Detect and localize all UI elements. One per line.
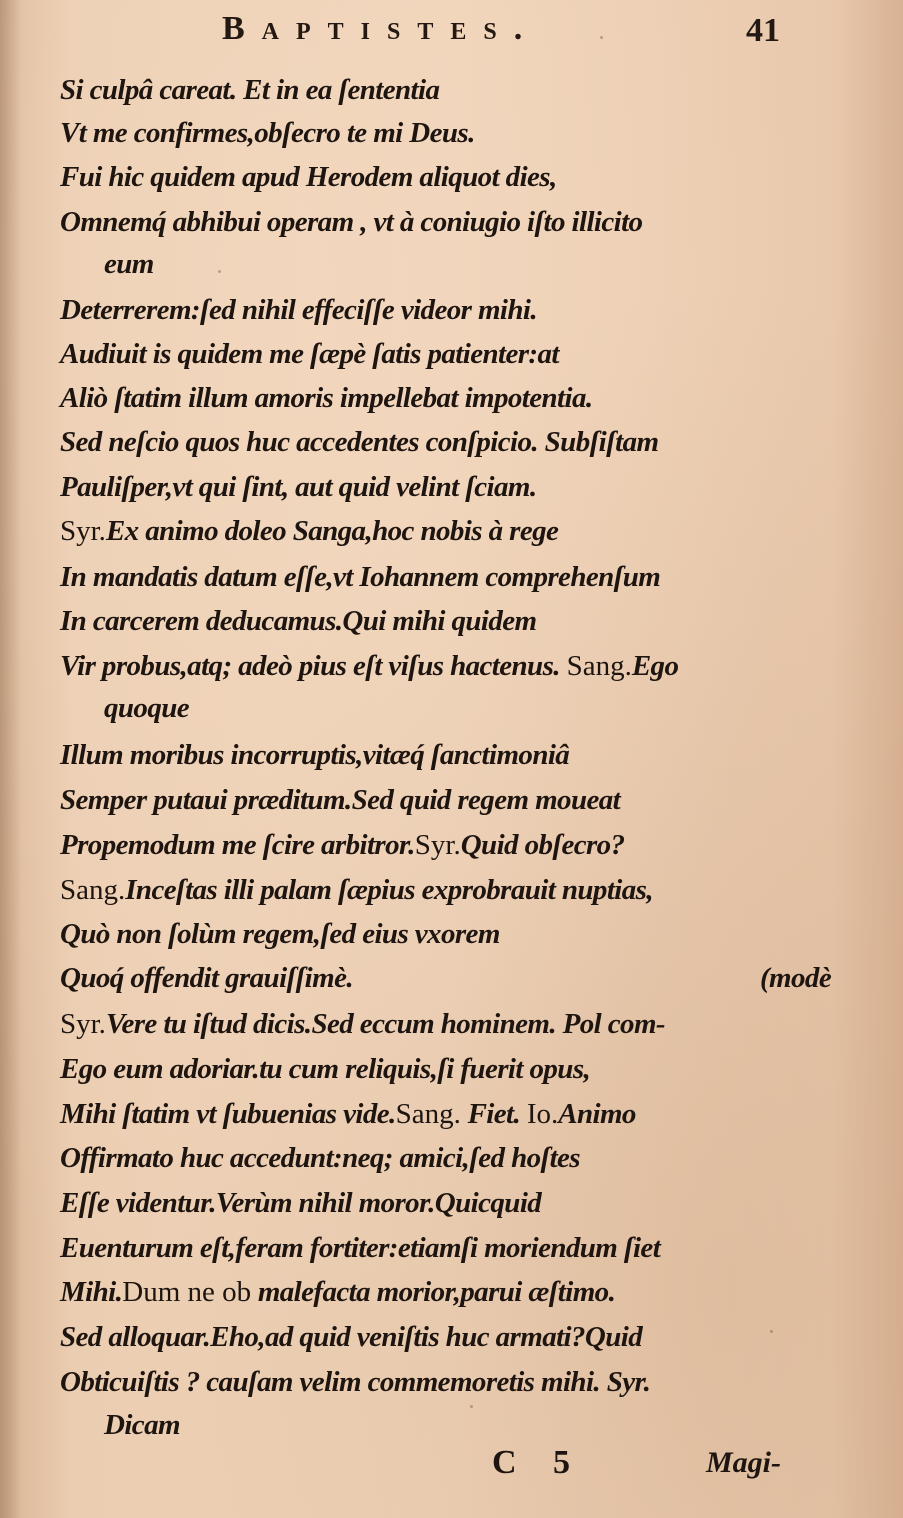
verse-line: Quoq́ offendit grauiſſimè. (modè (60, 958, 353, 998)
speaker-label: Syr. (60, 515, 106, 547)
verse-line: Pauliſper,vt qui ſint, aut quid velint ſciam. (60, 471, 537, 503)
verse-line: Sang.Inceſtas illi palam ſæpius exprobrauit nuptias, (60, 874, 653, 906)
verse-line: Eſſe videntur.Verùm nihil moror.Quicquid (60, 1187, 542, 1219)
verse-line: Deterrerem:ſed nihil effeciſſe videor mihi. (60, 294, 537, 326)
verse-line: Fui hic quidem apud Herodem aliquot dies, (60, 161, 557, 193)
catchword: Magi- (706, 1446, 781, 1479)
verse-line: Ego eum adoriar.tu cum reliquis,ſi fuerit opus, (60, 1053, 591, 1085)
speaker-label: Syr. (414, 829, 461, 861)
verse-line: Propemodum me ſcire arbitror.Syr.Quid obſecro? (60, 829, 625, 861)
verse-line: Offirmato huc accedunt:neq; amici,ſed hoſtes (60, 1142, 580, 1174)
verse-line: Sed alloquar.Eho,ad quid veniſtis huc armati?Quid (60, 1321, 643, 1353)
verse-line: In mandatis datum eſſe,vt Iohannem comprehenſum (60, 561, 661, 593)
speaker-label: Syr. (60, 1008, 106, 1040)
verse-line: Dicam (104, 1409, 180, 1441)
paper-speck (770, 1330, 773, 1333)
verse-line: Mihi.Dum ne ob malefacta morior,parui æſtimo. (60, 1276, 616, 1308)
verse-line: Omnemq́ abhibui operam , vt à coniugio iſto illicito (60, 206, 643, 238)
verse-line: In carcerem deducamus.Qui mihi quidem (60, 605, 537, 637)
turnup-bracket: (modè (760, 962, 832, 994)
verse-line: Si culpâ careat. Et in ea ſententia (60, 74, 440, 106)
verse-line: eum (104, 248, 154, 280)
speaker-label: Sang. (60, 874, 126, 906)
speaker-label: Sang. (395, 1098, 461, 1130)
verse-line: quoque (104, 692, 190, 724)
verse-line: Obticuiſtis ? cauſam velim commemoretis mihi. Syr. (60, 1366, 651, 1398)
signature-mark: C 5 (492, 1444, 585, 1481)
verse-line: Aliò ſtatim illum amoris impellebat impotentia. (60, 382, 593, 414)
verse-line: Quò non ſolùm regem,ſed eius vxorem (60, 918, 500, 950)
verse-line: Mihi ſtatim vt ſubuenias vide.Sang. Fiet. Io.Animo (60, 1098, 636, 1130)
verse-line: Audiuit is quidem me ſæpè ſatis patienter:at (60, 338, 559, 370)
verse-line: Sed neſcio quos huc accedentes conſpicio. Subſiſtam (60, 426, 659, 458)
paper-speck (600, 36, 603, 39)
verse-line: Syr.Vere tu iſtud dicis.Sed eccum hominem. Pol com- (60, 1008, 665, 1040)
roman-text: Dum ne ob (122, 1276, 252, 1308)
paper-speck (218, 270, 221, 273)
folio-number: 41 (746, 12, 780, 49)
verse-line: Vir probus,atq; adeò pius eſt viſus hactenus. Sang.Ego (60, 650, 679, 682)
speaker-label: Io. (526, 1098, 559, 1130)
speaker-label: Sang. (566, 650, 632, 682)
page-gutter-shadow (0, 0, 22, 1518)
verse-line: Euenturum eſt,feram fortiter:etiamſi moriendum ſiet (60, 1232, 661, 1264)
verse-line: Vt me confirmes,obſecro te mi Deus. (60, 117, 475, 149)
verse-line: Syr.Ex animo doleo Sanga,hoc nobis à rege (60, 515, 559, 547)
verse-line: Illum moribus incorruptis,vitæq́ ſanctimoniâ (60, 739, 570, 771)
verse-line: Semper putaui præditum.Sed quid regem moueat (60, 784, 621, 816)
running-title: Baptistes. (222, 10, 540, 47)
paper-speck (470, 1405, 473, 1408)
